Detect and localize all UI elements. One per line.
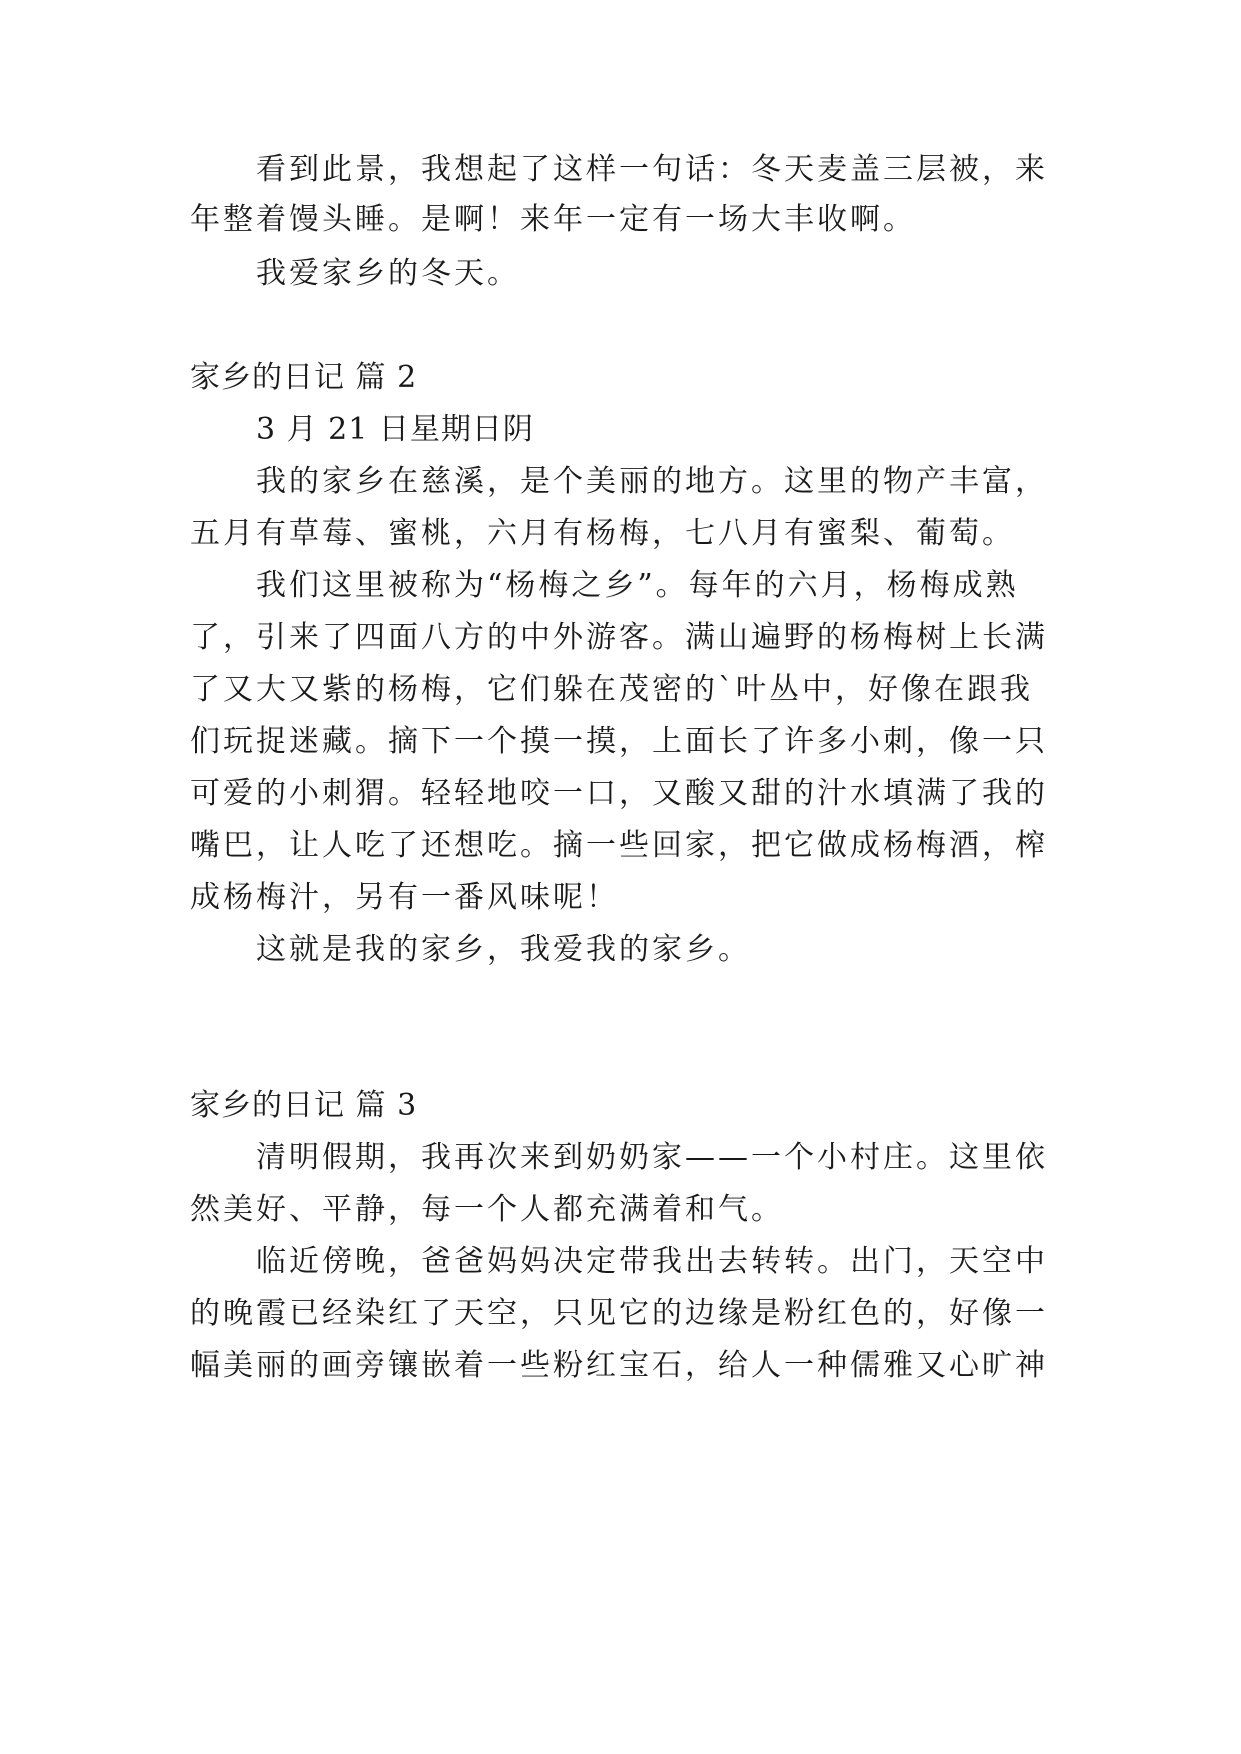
paragraph-line: 看到此景，我想起了这样一句话：冬天麦盖三层被，来 [256, 152, 1048, 187]
paragraph-line: 嘴巴，让人吃了还想吃。摘一些回家，把它做成杨梅酒，榨 [190, 828, 1048, 863]
section-heading: 家乡的日记 篇 2 [190, 360, 418, 395]
paragraph-line: 幅美丽的画旁镶嵌着一些粉红宝石，给人一种儒雅又心旷神 [190, 1348, 1048, 1383]
section-heading: 家乡的日记 篇 3 [190, 1088, 418, 1123]
paragraph-line: 我爱家乡的冬天。 [256, 256, 520, 291]
paragraph-line: 年整着馒头睡。是啊！来年一定有一场大丰收啊。 [190, 202, 916, 237]
paragraph-line: 我的家乡在慈溪，是个美丽的地方。这里的物产丰富， [256, 464, 1048, 499]
paragraph-line: 了又大又紫的杨梅，它们躲在茂密的`叶丛中，好像在跟我 [190, 672, 1033, 707]
paragraph-line: 可爱的小刺猬。轻轻地咬一口，又酸又甜的汁水填满了我的 [190, 776, 1048, 811]
paragraph-line: 五月有草莓、蜜桃，六月有杨梅，七八月有蜜梨、葡萄。 [190, 516, 1015, 551]
paragraph-line: 临近傍晚，爸爸妈妈决定带我出去转转。出门，天空中 [256, 1244, 1048, 1279]
paragraph-line: 的晚霞已经染红了天空，只见它的边缘是粉红色的，好像一 [190, 1296, 1048, 1331]
paragraph-line: 这就是我的家乡，我爱我的家乡。 [256, 932, 751, 967]
paragraph-line: 成杨梅汁，另有一番风味呢！ [190, 880, 619, 915]
paragraph-line: 们玩捉迷藏。摘下一个摸一摸，上面长了许多小刺，像一只 [190, 724, 1048, 759]
paragraph-line: 清明假期，我再次来到奶奶家——一个小村庄。这里依 [256, 1140, 1048, 1175]
paragraph-line: 了，引来了四面八方的中外游客。满山遍野的杨梅树上长满 [190, 620, 1048, 655]
paragraph-line: 我们这里被称为“杨梅之乡”。每年的六月，杨梅成熟 [256, 568, 1019, 603]
paragraph-line: 然美好、平静，每一个人都充满着和气。 [190, 1192, 784, 1227]
diary-date: 3 月 21 日星期日阴 [256, 412, 534, 447]
